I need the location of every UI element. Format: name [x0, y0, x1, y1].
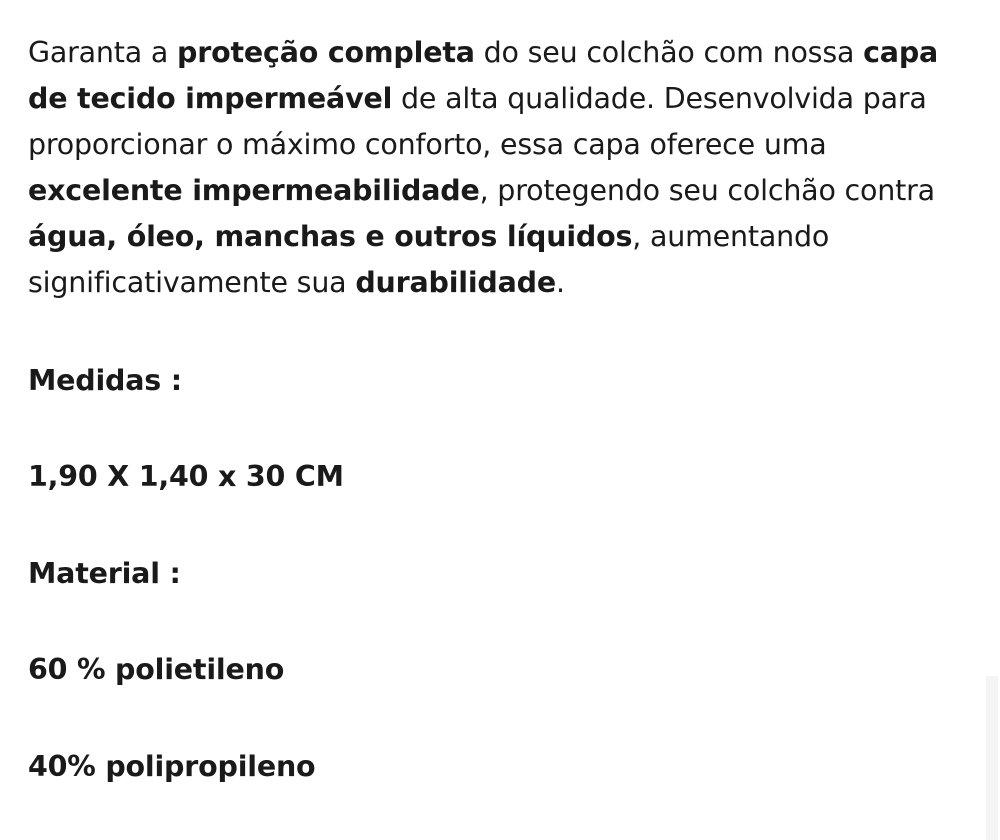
description-text: do seu colchão com nossa: [474, 36, 864, 69]
description-text: , protegendo seu colchão contra: [479, 174, 935, 207]
material-label: Material :: [28, 557, 181, 590]
description-paragraph: [28, 30, 978, 306]
description-highlight: excelente impermeabilidade: [28, 174, 480, 207]
description-text: .: [555, 266, 565, 299]
description-highlight: capa de tecido impermeável: [28, 36, 939, 115]
material-item: 60 % polietileno: [28, 653, 285, 686]
description-text: de alta qualidade. Desenvolvida para proporcionar o máximo conforto, essa capa oferece uma: [28, 82, 927, 161]
scrollbar-track[interactable]: [986, 676, 998, 840]
medidas-label: Medidas :: [28, 364, 182, 397]
description-highlight: água, óleo, manchas e outros líquidos: [28, 220, 633, 253]
description-highlight: proteção completa: [177, 36, 475, 69]
material-item: 40% polipropileno: [28, 750, 316, 783]
description-highlight: durabilidade: [355, 266, 556, 299]
product-description: [28, 30, 978, 783]
medidas-value: 1,90 X 1,40 x 30 CM: [28, 460, 344, 493]
description-text: , aumentando significativamente sua: [28, 220, 830, 299]
description-text: Garanta a: [28, 36, 178, 69]
